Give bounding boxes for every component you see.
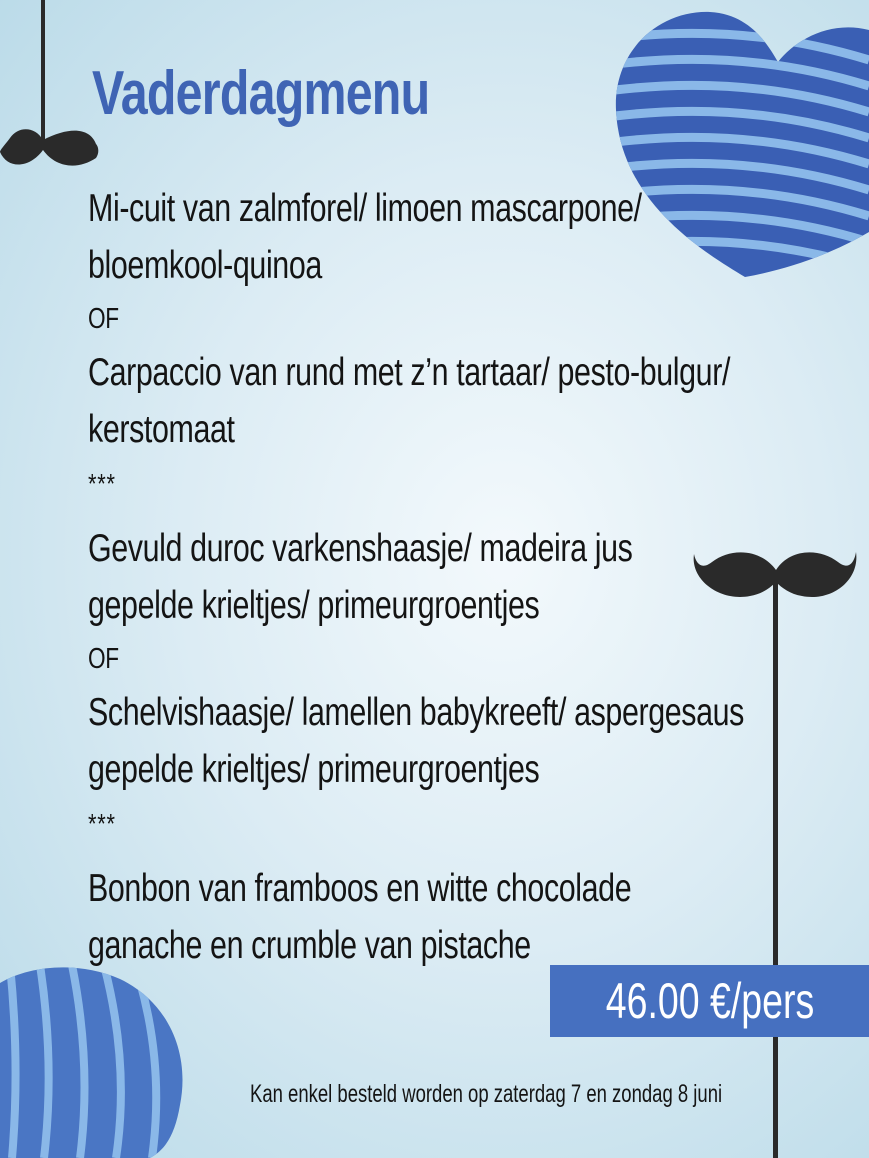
course-separator: *** [88,468,116,499]
menu-line: bloemkool-quinoa [88,244,322,287]
course-separator: *** [88,808,116,839]
menu-line: Bonbon van framboos en witte chocolade [88,867,632,910]
menu-list [88,180,821,974]
menu-line: gepelde krieltjes/ primeurgroentjes [88,748,540,791]
menu-line: Carpaccio van rund met z’n tartaar/ pesto-bulgur/ [88,351,731,394]
menu-or-separator: OF [88,643,119,675]
menu-line: Mi-cuit van zalmforel/ limoen mascarpone/ [88,187,642,230]
menu-line: ganache en crumble van pistache [88,924,531,967]
availability-note: Kan enkel besteld worden op zaterdag 7 en zondag 8 juni [250,1080,723,1108]
menu-line: gepelde krieltjes/ primeurgroentjes [88,584,540,627]
menu-or-separator: OF [88,303,119,335]
page-title: Vaderdagmenu [92,59,430,128]
price-label [550,965,869,1037]
price-text: 46.00 €/pers [605,973,814,1029]
heart-icon [0,965,190,1158]
price-badge [550,965,869,1037]
menu-line: kerstomaat [88,408,235,451]
menu-line: Schelvishaasje/ lamellen babykreeft/ aspergesaus [88,691,744,734]
menu-line: Gevuld duroc varkenshaasje/ madeira jus [88,527,633,570]
